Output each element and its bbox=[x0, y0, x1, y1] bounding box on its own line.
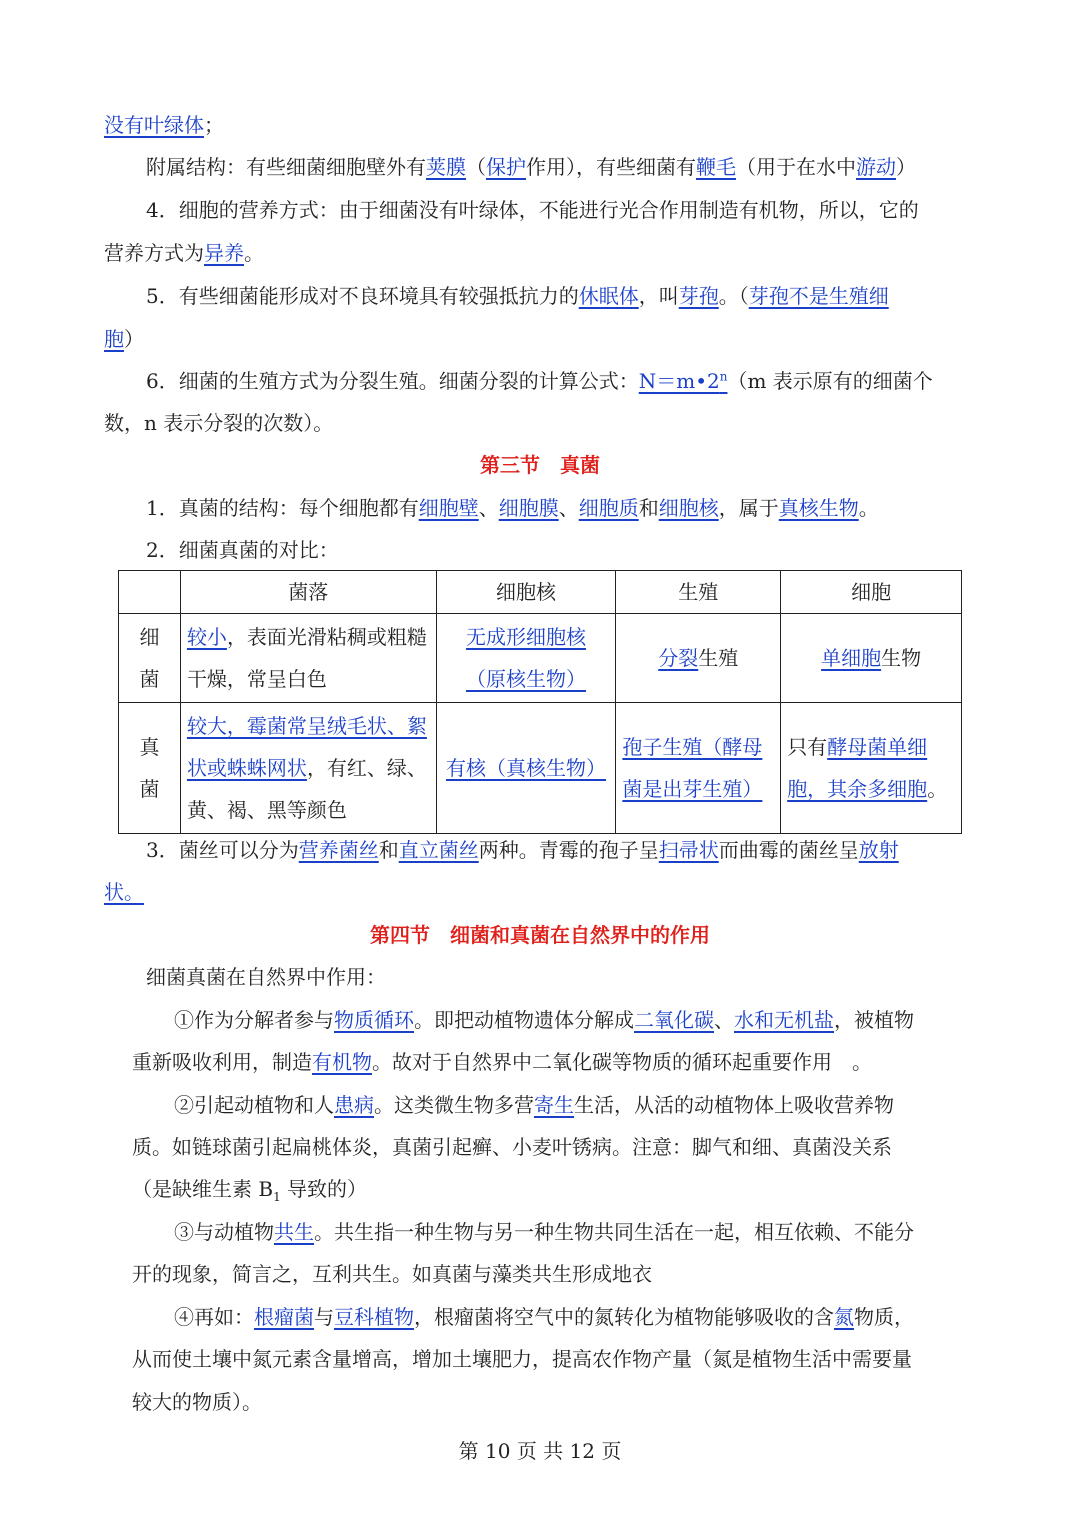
text-line bbox=[0, 146, 1080, 188]
text: ，根瘤菌将空气中的氮转化为植物能够吸收的含 bbox=[414, 1305, 834, 1329]
term-link: 水和无机盐 bbox=[734, 1008, 834, 1032]
term-link: 鞭毛 bbox=[696, 155, 736, 179]
text: 附属结构：有些细菌细胞壁外有 bbox=[146, 155, 426, 179]
term-link: 扫帚状 bbox=[658, 838, 719, 862]
term-link: 较大，霉菌常呈绒毛状、絮状或蛛蛛网状 bbox=[186, 714, 427, 780]
text: 、 bbox=[478, 496, 499, 520]
text-line bbox=[0, 1296, 1080, 1338]
term-link: 芽孢不是生殖细 bbox=[748, 284, 889, 308]
text-line: 从而使土壤中氮元素含量增高，增加土壤肥力，提高农作物产量（氮是植物生活中需要量 bbox=[132, 1347, 912, 1371]
text: 6．细菌的生殖方式为分裂生殖。细菌分裂的计算公式： bbox=[146, 369, 639, 393]
term-link: 二氧化碳 bbox=[634, 1008, 714, 1032]
term-link: 分裂 bbox=[658, 646, 699, 670]
term-link: 无成形细胞核 bbox=[465, 625, 586, 649]
text-line bbox=[0, 487, 1080, 529]
text: ； bbox=[204, 113, 224, 137]
text: 、 bbox=[714, 1008, 734, 1032]
row-label: 细 菌 bbox=[119, 614, 181, 703]
term-link: 芽孢 bbox=[678, 284, 719, 308]
term-link: 真核生物 bbox=[778, 496, 859, 520]
bacteria-cell-cell bbox=[781, 614, 962, 703]
bacteria-repro-cell bbox=[616, 614, 781, 703]
text: 重新吸收利用，制造 bbox=[132, 1050, 312, 1074]
formula bbox=[639, 369, 728, 393]
section-heading: 第三节 真菌 bbox=[480, 453, 600, 477]
term-link: 患病 bbox=[334, 1093, 374, 1117]
text-line bbox=[0, 999, 1080, 1041]
term-link: 直立菌丝 bbox=[398, 838, 479, 862]
term-link: 物质循环 bbox=[334, 1008, 414, 1032]
text: ，有红、绿、黄、褐、黑等颜色 bbox=[186, 756, 427, 822]
text: ③与动植物 bbox=[174, 1220, 274, 1244]
text: 。 bbox=[244, 241, 264, 265]
text: 。即把动植物遗体分解成 bbox=[414, 1008, 634, 1032]
text-line: 较大的物质）。 bbox=[132, 1390, 262, 1414]
text: 。这类微生物多营 bbox=[374, 1093, 534, 1117]
text: 导致的） bbox=[280, 1177, 368, 1201]
text-line bbox=[0, 1211, 1080, 1253]
text: 。 bbox=[858, 496, 879, 520]
table-header-cell: 菌落 bbox=[180, 571, 436, 614]
text-line: 细菌真菌在自然界中作用： bbox=[146, 965, 386, 989]
term-link: 营养菌丝 bbox=[298, 838, 379, 862]
term-link: 没有叶绿体 bbox=[104, 113, 204, 137]
bacteria-colony-cell bbox=[180, 614, 436, 703]
text: 作用），有些细菌有 bbox=[526, 155, 696, 179]
term-link: 单细胞 bbox=[821, 646, 882, 670]
term-link: 荚膜 bbox=[426, 155, 466, 179]
term-link: 胞 bbox=[104, 327, 124, 351]
term-link: 孢子生殖（酵母菌是出芽生殖） bbox=[622, 735, 763, 801]
table-header-cell: 细胞 bbox=[781, 571, 962, 614]
table-header-cell: 生殖 bbox=[616, 571, 781, 614]
term-link: 寄生 bbox=[534, 1093, 574, 1117]
term-link: 异养 bbox=[204, 241, 244, 265]
text-line: 质。如链球菌引起扁桃体炎，真菌引起癣、小麦叶锈病。注意：脚气和细、真菌没关系 bbox=[132, 1135, 892, 1159]
text: 。（ bbox=[718, 284, 749, 308]
text: （ bbox=[466, 155, 486, 179]
text: 物质， bbox=[854, 1305, 914, 1329]
text-line bbox=[0, 829, 1080, 871]
term-link: 有核（真核生物） bbox=[445, 756, 606, 780]
text-line bbox=[0, 871, 1080, 913]
term-link: 放射 bbox=[858, 838, 899, 862]
text: 。故对于自然界中二氧化碳等物质的循环起重要作用 。 bbox=[372, 1050, 872, 1074]
section-heading: 第四节 细菌和真菌在自然界中的作用 bbox=[370, 923, 710, 947]
text: 只有 bbox=[787, 735, 828, 759]
text: ④再如： bbox=[174, 1305, 254, 1329]
table-row-bacteria bbox=[119, 614, 962, 703]
text-line: 2．细菌真菌的对比： bbox=[146, 538, 339, 562]
fungi-colony-cell bbox=[180, 703, 436, 834]
fungi-repro-cell bbox=[616, 703, 781, 834]
text-line bbox=[0, 1168, 1080, 1210]
term-link: 酵母菌单细胞，其余多细胞 bbox=[787, 735, 928, 801]
text: （m 表示原有的细菌个 bbox=[727, 369, 933, 393]
text: 和 bbox=[378, 838, 399, 862]
text: 而曲霉的菌丝呈 bbox=[718, 838, 859, 862]
text: ，被植物 bbox=[834, 1008, 914, 1032]
text: 1．真菌的结构：每个细胞都有 bbox=[146, 496, 419, 520]
text-line bbox=[0, 318, 1080, 360]
text: ，属于 bbox=[718, 496, 779, 520]
text-line: 4．细胞的营养方式：由于细菌没有叶绿体，不能进行光合作用制造有机物，所以，它的 bbox=[146, 198, 919, 222]
text: 。共生指一种生物与另一种生物共同生活在一起，相互依赖、不能分 bbox=[314, 1220, 914, 1244]
text: ） bbox=[124, 327, 144, 351]
subscript: 1 bbox=[273, 1190, 281, 1204]
bacteria-nucleus-cell bbox=[436, 614, 616, 703]
term-link: 细胞膜 bbox=[498, 496, 559, 520]
term-link: 保护 bbox=[486, 155, 526, 179]
text: 和 bbox=[638, 496, 659, 520]
term-link: （原核生物） bbox=[465, 667, 586, 691]
fungi-nucleus-cell bbox=[436, 703, 616, 834]
term-link: 根瘤菌 bbox=[254, 1305, 314, 1329]
term-link: 有机物 bbox=[312, 1050, 372, 1074]
formula-exponent: n bbox=[719, 369, 728, 384]
term-link: 游动 bbox=[856, 155, 896, 179]
term-link: 细胞质 bbox=[578, 496, 639, 520]
term-link: 休眠体 bbox=[578, 284, 639, 308]
text: ②引起动植物和人 bbox=[174, 1093, 334, 1117]
text: 5．有些细菌能形成对不良环境具有较强抵抗力的 bbox=[146, 284, 579, 308]
text: 。 bbox=[927, 777, 948, 801]
text: 与 bbox=[314, 1305, 334, 1329]
term-link: 状。 bbox=[104, 880, 144, 904]
table-row-fungi bbox=[119, 703, 962, 834]
text: 营养方式为 bbox=[104, 241, 204, 265]
text: （是缺维生素 B bbox=[132, 1177, 274, 1201]
table-header-cell: 细胞核 bbox=[436, 571, 616, 614]
text-line bbox=[0, 1084, 1080, 1126]
text-line bbox=[0, 1041, 1080, 1083]
text: 生殖 bbox=[698, 646, 739, 670]
text: 两种。青霉的孢子呈 bbox=[478, 838, 659, 862]
term-link: 氮 bbox=[834, 1305, 854, 1329]
table-header-row bbox=[119, 571, 962, 614]
table-header-cell bbox=[119, 571, 181, 614]
comparison-table bbox=[118, 570, 962, 834]
text: 生物 bbox=[881, 646, 922, 670]
text: ） bbox=[896, 155, 916, 179]
row-label: 真 菌 bbox=[119, 703, 181, 834]
text: 、 bbox=[558, 496, 579, 520]
text-line bbox=[0, 275, 1080, 317]
text-line: 数，n 表示分裂的次数）。 bbox=[104, 411, 334, 435]
text-line bbox=[0, 104, 1080, 146]
term-link: 细胞壁 bbox=[418, 496, 479, 520]
formula-text: N＝m•2 bbox=[638, 369, 720, 393]
term-link: 豆科植物 bbox=[334, 1305, 414, 1329]
text: ①作为分解者参与 bbox=[174, 1008, 334, 1032]
term-link: 共生 bbox=[274, 1220, 314, 1244]
text-line: 开的现象，简言之，互利共生。如真菌与藻类共生形成地衣 bbox=[132, 1262, 652, 1286]
text: 3．菌丝可以分为 bbox=[146, 838, 299, 862]
term-link: 较小 bbox=[186, 625, 227, 649]
text: 生活，从活的动植物体上吸收营养物 bbox=[574, 1093, 894, 1117]
text-line bbox=[0, 232, 1080, 274]
fungi-cell-cell bbox=[781, 703, 962, 834]
text: ，叫 bbox=[638, 284, 679, 308]
text: （用于在水中 bbox=[736, 155, 856, 179]
term-link: 细胞核 bbox=[658, 496, 719, 520]
text: ，表面光滑粘稠或粗糙干燥，常呈白色 bbox=[186, 625, 427, 691]
page-number: 第 10 页 共 12 页 bbox=[458, 1439, 622, 1463]
text-line bbox=[0, 360, 1080, 402]
